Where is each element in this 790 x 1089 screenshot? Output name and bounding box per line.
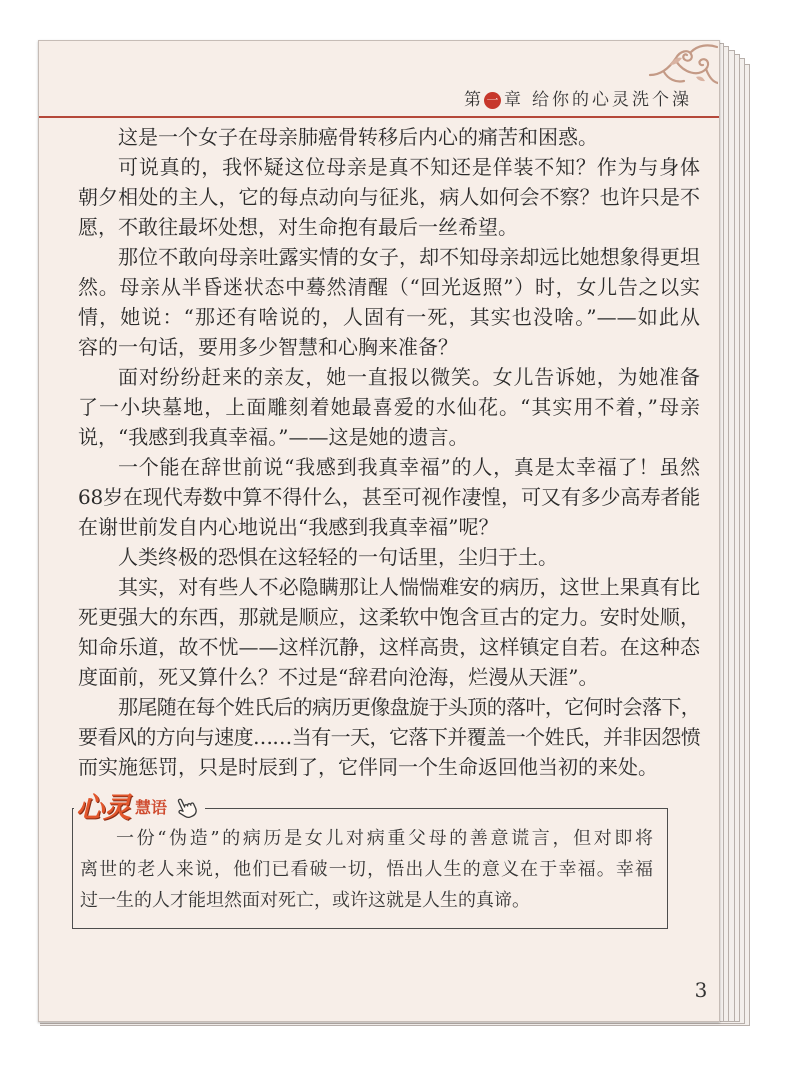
paragraph <box>78 152 700 242</box>
page-number: 3 <box>694 978 708 1002</box>
text-line: 一个能在辞世前说“我感到我真幸福”的人，真是太幸福了！虽然 <box>118 455 700 479</box>
text-line: 要看风的方向与速度……当有一天，它落下并覆盖一个姓氏，并非因怨愤 <box>78 725 700 749</box>
text-line: 说，“我感到我真幸福。”——这是她的遗言。 <box>78 425 469 449</box>
paragraph <box>78 452 700 542</box>
chapter-title: 给你的心灵洗个澡 <box>532 90 692 110</box>
text-line: 可说真的，我怀疑这位母亲是真不知还是佯装不知？作为与身体 <box>118 155 700 179</box>
callout-line: 过一生的人才能坦然面对死亡，或许这就是人生的真谛。 <box>80 890 530 911</box>
text-line: 容的一句话，要用多少智慧和心胸来准备？ <box>78 335 458 359</box>
text-line: 知命乐道，故不忧——这样沉静，这样高贵，这样镇定自若。在这种态 <box>78 635 700 659</box>
chapter-number-badge: 一 <box>484 92 501 109</box>
text-line: 情，她说：“那还有啥说的，人固有一死，其实也没啥。”——如此从 <box>78 305 700 329</box>
text-line: 这是一个女子在母亲肺癌骨转移后内心的痛苦和困惑。 <box>118 125 598 149</box>
chapter-suffix: 章 <box>504 90 524 110</box>
paragraph <box>78 692 700 782</box>
text-line: 死更强大的东西，那就是顺应，这柔软中饱含亘古的定力。安时处顺， <box>78 605 700 629</box>
swirl-ornament-icon <box>646 41 718 87</box>
text-line: 度面前，死又算什么？不过是“辞君向沧海，烂漫从天涯”。 <box>78 665 599 689</box>
paragraph <box>78 362 700 452</box>
text-line: 68岁在现代寿数中算不得什么，甚至可视作凄惶，可又有多少高寿者能 <box>78 485 700 509</box>
callout-label <box>74 792 205 824</box>
body-text <box>78 122 700 782</box>
text-line: 然。母亲从半昏迷状态中蓦然清醒（“回光返照”）时，女儿告之以实 <box>78 275 700 299</box>
paragraph <box>78 572 700 692</box>
text-line: 人类终极的恐惧在这轻轻的一句话里，尘归于土。 <box>118 545 558 569</box>
text-line: 在谢世前发自内心地说出“我感到我真幸福”呢？ <box>78 515 499 539</box>
wisdom-callout-box <box>72 808 668 929</box>
text-line: 了一小块墓地，上面雕刻着她最喜爱的水仙花。“其实用不着，”母亲 <box>78 395 700 419</box>
callout-line: 一份“伪造”的病历是女儿对病重父母的善意谎言，但对即将 <box>116 828 653 849</box>
chapter-prefix: 第 <box>464 90 484 110</box>
text-line: 而实施惩罚，只是时辰到了，它伴同一个生命返回他当初的来处。 <box>78 755 658 779</box>
text-line: 那位不敢向母亲吐露实情的女子，却不知母亲却远比她想象得更坦 <box>118 245 700 269</box>
running-head <box>420 89 692 111</box>
text-line: 面对纷纷赶来的亲友，她一直报以微笑。女儿告诉她，为她准备 <box>118 365 700 389</box>
callout-label-main: 心灵 <box>76 791 131 824</box>
callout-line: 离世的老人来说，他们已看破一切，悟出人生的意义在于幸福。幸福 <box>80 859 653 880</box>
paragraph <box>78 242 700 362</box>
text-line: 其实，对有些人不必隐瞒那让人惴惴难安的病历，这世上果真有比 <box>118 575 700 599</box>
text-line: 朝夕相处的主人，它的每点动向与征兆，病人如何会不察？也许只是不 <box>78 185 700 209</box>
paragraph <box>78 122 700 152</box>
text-line: 那尾随在每个姓氏后的病历更像盘旋于头顶的落叶，它何时会落下， <box>118 695 700 719</box>
pointing-hand-icon <box>173 795 199 821</box>
text-line: 愿，不敢往最坏处想，对生命抱有最后一丝希望。 <box>78 215 518 239</box>
header-rule <box>39 116 719 118</box>
callout-label-sub: 慧语 <box>135 798 168 817</box>
paragraph <box>78 542 700 572</box>
